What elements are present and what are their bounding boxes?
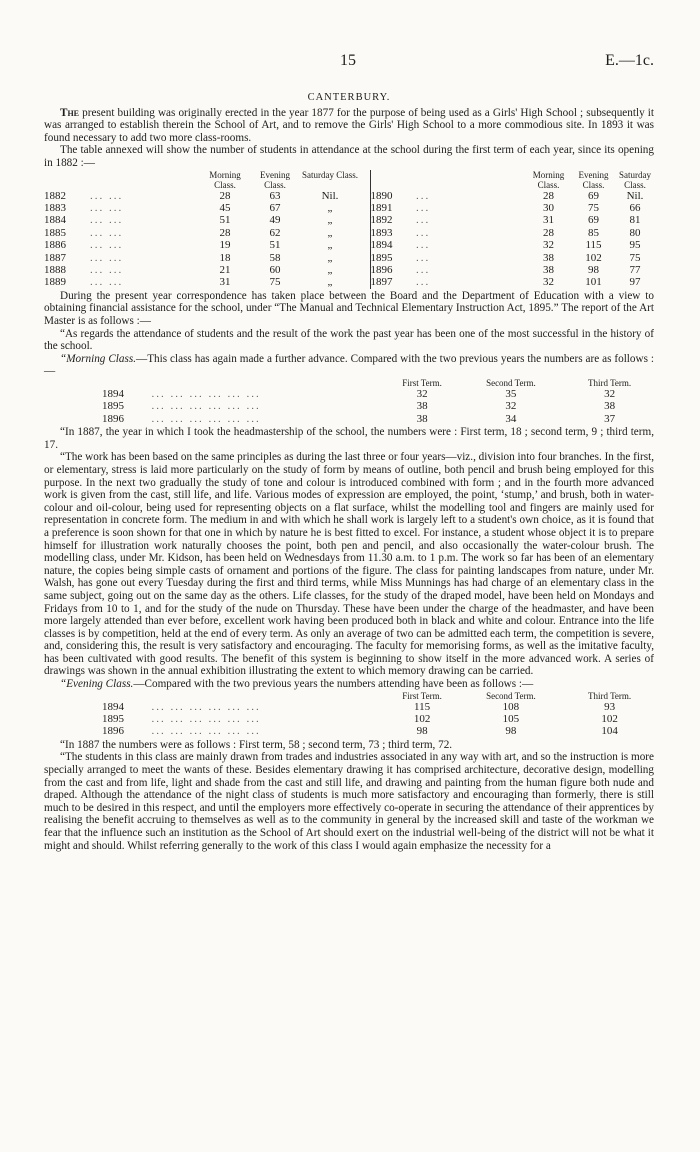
saturday-cell: Nil. — [321, 189, 339, 202]
paragraph-text: —This class has again made a further advance. Compared with the two previous years the numbers are as follows :— — [44, 352, 654, 378]
year-cell: 1892 — [370, 214, 393, 227]
second-term-cell: 105 — [502, 713, 520, 726]
column-header: Evening Class. — [578, 169, 609, 190]
leader-dots: ... ... — [90, 189, 124, 202]
year-cell: 1894 — [102, 700, 124, 713]
evening-cell: 69 — [588, 214, 599, 227]
attendance-table — [44, 170, 654, 289]
leader-dots: ... ... ... ... ... ... — [151, 700, 261, 713]
first-term-cell: 98 — [416, 725, 428, 738]
evening-cell: 85 — [588, 226, 599, 239]
year-cell: 1894 — [102, 387, 124, 400]
third-term-cell: 104 — [601, 725, 618, 738]
year-cell: 1891 — [370, 201, 393, 214]
saturday-cell: „ — [327, 239, 333, 252]
blank-cell — [90, 170, 200, 190]
paragraph: “As regards the attendance of students and the result of the work the past year has been one of the most successful in the history of the school. — [44, 327, 654, 353]
morning-cell: 28 — [219, 226, 231, 239]
page-header — [0, 52, 700, 72]
second-term-cell: 98 — [505, 725, 517, 738]
paragraph — [44, 353, 654, 378]
leader-dots: ... ... — [90, 251, 124, 264]
evening-cell: 101 — [585, 276, 602, 289]
column-header: Saturday Class. — [619, 169, 651, 190]
table-row — [44, 276, 654, 288]
second-term-cell: 32 — [505, 400, 517, 413]
column-header: Second Term. — [486, 690, 536, 701]
paragraph: “In 1887 the numbers were as follows : First term, 58 ; second term, 73 ; third term, 72. — [60, 738, 453, 751]
first-term-cell: 32 — [416, 387, 428, 400]
leader-dots: ... ... — [90, 264, 124, 276]
leader-dots: ... ... — [90, 276, 124, 289]
year-cell: 1895 — [370, 251, 393, 264]
year-cell: 1897 — [370, 276, 393, 289]
year-cell: 1894 — [370, 239, 393, 252]
leader-dots: ... ... ... ... ... ... — [151, 400, 261, 413]
year-cell: 1896 — [370, 264, 393, 276]
column-header: Evening Class. — [260, 169, 290, 190]
saturday-cell: 95 — [629, 239, 641, 252]
evening-cell: 67 — [269, 201, 281, 214]
paragraph: “The work has been based on the same principles as during the last three or four years—viz., division into four branches. In the first, or elementary, stress is laid more particularly on the study of form by means of outline, both pencil and brush being employed for this purpose. In the next two gradually the study of tone and colour is introduced combined with form ; and in the fourth more advanced work is given from the cast, still life, and life. Various modes of expression are employed, the point, ‘stump,’ and brush, both in water-colour and oil-colour, being used for representing objects on a flat surface, whilst the modelling tool and fingers are mainly used for representation in concrete form. The medium in and with which he shall work is largely left to a student's own choice, as it is found that a preference is soon shown for that one in which by nature he is best fitted to excel. For instance, a student whose object it is to prepare himself for illustration work naturally chooses the point, both pen and pencil, and also occasionally the water-colour brush. The modelling class, under Mr. Kidson, has been held on Wednesdays from 11.30 a.m. to 1 p.m. The work so far has been of an elementary nature, the copies being simple casts of ornament and portions of the figure. The class for painting landscapes from nature, under Mr. Walsh, has gone out every Tuesday during the first and third terms, while Miss Munnings has had charge of an elementary class in the same subject, going out on the same day as the others. Life classes, for the study of the draped model, have been held on Mondays and Fridays from 10 to 1, and for the study of the nude on Thursday. These have been under the charge of the headmaster, and have been more largely attended than ever before, excellent work having been produced both in black and white and colour. Entrance into the life classes is by competition, held at the end of every term. As only an average of two can be admitted each term, the competition is severe, and, considering this, the result is very satisfactory and encouraging. The faculty for memorising forms, as well as the imitative faculty, has been cultivated with good results. The benefit of this system is beginning to show itself in the more advanced work. A series of drawings was shown in the annual exhibition illustrating the extent to which memory drawing can be carried. — [44, 451, 654, 678]
year-cell: 1882 — [44, 189, 66, 202]
first-term-cell: 38 — [416, 412, 428, 425]
table-row — [102, 725, 654, 737]
morning-cell: 32 — [543, 239, 554, 252]
second-term-cell: 35 — [505, 387, 517, 400]
morning-cell: 31 — [543, 214, 554, 227]
morning-cell: 30 — [543, 201, 554, 214]
column-header: First Term. — [402, 690, 442, 701]
blank-cell — [102, 691, 152, 701]
leader-dots: ... ... — [90, 226, 124, 239]
column-header: Morning Class. — [209, 169, 241, 190]
paragraph — [44, 107, 654, 145]
year-cell: 1883 — [44, 201, 66, 214]
leader-dots: ... ... ... ... ... ... — [151, 713, 261, 726]
saturday-cell: 80 — [629, 226, 641, 239]
column-divider — [360, 239, 370, 251]
year-cell: 1893 — [370, 226, 393, 239]
leader-dots: ... ... ... ... ... ... — [151, 725, 261, 738]
morning-cell: 51 — [219, 214, 231, 227]
leader-dots: ... — [416, 201, 431, 214]
column-header: Second Term. — [486, 377, 536, 388]
column-header: Saturday Class. — [302, 169, 358, 180]
column-header: Third Term. — [587, 690, 632, 701]
column-divider — [360, 190, 370, 202]
column-divider — [360, 252, 370, 264]
third-term-cell: 93 — [604, 700, 616, 713]
blank-cell — [44, 170, 90, 190]
third-term-cell: 32 — [604, 387, 616, 400]
saturday-cell: „ — [327, 264, 333, 276]
table-row — [102, 388, 654, 400]
evening-cell: 98 — [588, 264, 599, 276]
leader-dots: ... ... — [90, 214, 124, 227]
evening-cell: 75 — [588, 201, 599, 214]
document-body — [44, 92, 654, 852]
column-divider — [360, 214, 370, 226]
leader-dots: ... — [416, 251, 431, 264]
evening-cell: 69 — [588, 189, 599, 202]
paragraph: “The students in this class are mainly drawn from trades and industries associated in any way with art, and so the instruction is more specially arranged to meet the wants of these. Besides elementary drawing it has comprised architecture, decorative design, modelling from the cast and from life, light and shade from the cast and still life, and drawing and painting from the human figure both nude and draped. Although the attendance of the night class of students is much more satisfactory and encouraging than formerly, there is still much to be desired in this respect, and until the employers more effectively co-operate in securing the attendance of their apprentices by realising the benefit accruing to themselves as well as to the community in general by the increased skill and taste of the workman we fear that the influence such an institution as the School of Art should exert on the industrial well-being of the district will not be what it might and should. Whilst referring generally to the work of this class I would again emphasize the necessity for a — [44, 751, 654, 852]
morning-cell: 38 — [543, 264, 554, 276]
year-cell: 1896 — [102, 725, 124, 738]
morning-cell: 32 — [543, 276, 554, 289]
blank-cell — [370, 170, 416, 190]
column-divider — [360, 227, 370, 239]
saturday-cell: „ — [327, 226, 333, 239]
morning-cell: 19 — [219, 239, 231, 252]
table-header-row — [102, 378, 654, 388]
table-row — [44, 239, 654, 251]
paragraph: “In 1887, the year in which I took the headmastership of the school, the numbers were : First term, 18 ; second term, 9 ; third term, 17. — [44, 426, 654, 451]
column-divider — [360, 276, 370, 288]
saturday-cell: 75 — [629, 251, 641, 264]
leader-dots: ... — [416, 226, 431, 239]
evening-cell: 115 — [585, 239, 602, 252]
evening-cell: 75 — [269, 276, 281, 289]
year-cell: 1890 — [370, 189, 393, 202]
evening-cell: 49 — [269, 214, 281, 227]
column-divider — [360, 170, 370, 190]
table-row — [102, 713, 654, 725]
evening-cell: 58 — [269, 251, 281, 264]
evening-cell: 102 — [585, 251, 602, 264]
year-cell: 1896 — [102, 412, 124, 425]
second-term-cell: 108 — [502, 700, 520, 713]
morning-cell: 45 — [219, 201, 231, 214]
year-cell: 1895 — [102, 713, 124, 726]
year-cell: 1884 — [44, 214, 66, 227]
saturday-cell: 81 — [629, 214, 641, 227]
table-header-row — [44, 170, 654, 190]
leader-dots: ... — [416, 264, 431, 276]
evening-cell: 62 — [269, 226, 281, 239]
morning-cell: 31 — [219, 276, 231, 289]
leader-dots: ... ... ... ... ... ... — [151, 387, 261, 400]
table-row — [44, 190, 654, 202]
second-term-cell: 34 — [505, 412, 517, 425]
leader-dots: ... ... ... ... ... ... — [151, 412, 261, 425]
saturday-cell: 66 — [629, 201, 641, 214]
year-cell: 1888 — [44, 264, 66, 276]
saturday-cell: „ — [327, 276, 333, 289]
evening-cell: 63 — [269, 189, 281, 202]
paragraph-text: —Compared with the two previous years the numbers attending have been as follows :— — [133, 678, 534, 691]
saturday-cell: „ — [327, 201, 333, 214]
table-row — [44, 214, 654, 226]
evening-cell: 60 — [269, 264, 281, 276]
morning-cell: 18 — [219, 251, 231, 264]
column-header: First Term. — [402, 377, 442, 388]
leader-dots: ... — [416, 239, 431, 252]
column-header: Third Term. — [587, 377, 632, 388]
morning-cell: 28 — [219, 189, 231, 202]
first-term-cell: 38 — [416, 400, 428, 413]
blank-cell — [416, 170, 526, 190]
third-term-cell: 102 — [601, 713, 618, 726]
page-number: 15 — [340, 52, 356, 69]
saturday-cell: „ — [327, 251, 333, 264]
blank-cell — [152, 378, 388, 388]
morning-cell: 38 — [543, 251, 554, 264]
evening-cell: 51 — [269, 239, 281, 252]
table-row — [44, 227, 654, 239]
blank-cell — [102, 378, 152, 388]
morning-class-table — [102, 378, 654, 425]
year-cell: 1895 — [102, 400, 124, 413]
morning-cell: 28 — [543, 226, 554, 239]
column-divider — [360, 264, 370, 276]
leader-dots: ... ... — [90, 239, 124, 252]
paragraph: During the present year correspondence has taken place between the Board and the Department of Education with a view to obtaining financial assistance for the school, under “The Manual and Technical Elementary Instruction Act, 1895.” The report of the Art Master is as follows :— — [44, 289, 654, 327]
year-cell: 1887 — [44, 251, 66, 264]
year-cell: 1886 — [44, 239, 66, 252]
leader-dots: ... — [416, 214, 431, 227]
saturday-cell: „ — [327, 214, 333, 227]
blank-cell — [152, 691, 388, 701]
table-row — [44, 264, 654, 276]
table-row — [44, 202, 654, 214]
table-header-row — [102, 691, 654, 701]
year-cell: 1885 — [44, 226, 66, 239]
paragraph-lead: “Morning Class. — [60, 352, 136, 365]
paragraph — [44, 678, 654, 691]
third-term-cell: 37 — [604, 412, 616, 425]
evening-class-table — [102, 691, 654, 738]
paragraph: The table annexed will show the number of students in attendance at the school during the first term of each year, since its opening in 1882 :— — [44, 144, 654, 169]
table-row — [102, 400, 654, 412]
first-term-cell: 115 — [414, 700, 431, 713]
table-row — [44, 252, 654, 264]
paragraph-lead: The — [60, 106, 80, 119]
first-term-cell: 102 — [413, 713, 431, 726]
saturday-cell: Nil. — [626, 189, 644, 202]
leader-dots: ... — [416, 189, 431, 202]
leader-dots: ... ... — [90, 201, 124, 214]
column-header: Morning Class. — [532, 169, 565, 190]
section-heading: CANTERBURY. — [307, 92, 391, 103]
saturday-cell: 77 — [629, 264, 641, 276]
year-cell: 1889 — [44, 276, 66, 289]
saturday-cell: 97 — [629, 276, 641, 289]
leader-dots: ... — [416, 276, 431, 289]
morning-cell: 21 — [219, 264, 231, 276]
morning-cell: 28 — [543, 189, 554, 202]
column-divider — [360, 202, 370, 214]
paragraph-text: present building was originally erected in the year 1877 for the purpose of being used as a Girls' High School ; subsequently it was arranged to establish therein the School of Art, and to remove the Girls' High School to a more commodious site. In 1893 it was found necessary to add two more class-rooms. — [44, 106, 654, 144]
document-code: E.—1c. — [605, 52, 654, 69]
table-row — [102, 413, 654, 425]
paragraph-lead: “Evening Class. — [60, 678, 134, 691]
table-row — [102, 701, 654, 713]
third-term-cell: 38 — [604, 400, 616, 413]
